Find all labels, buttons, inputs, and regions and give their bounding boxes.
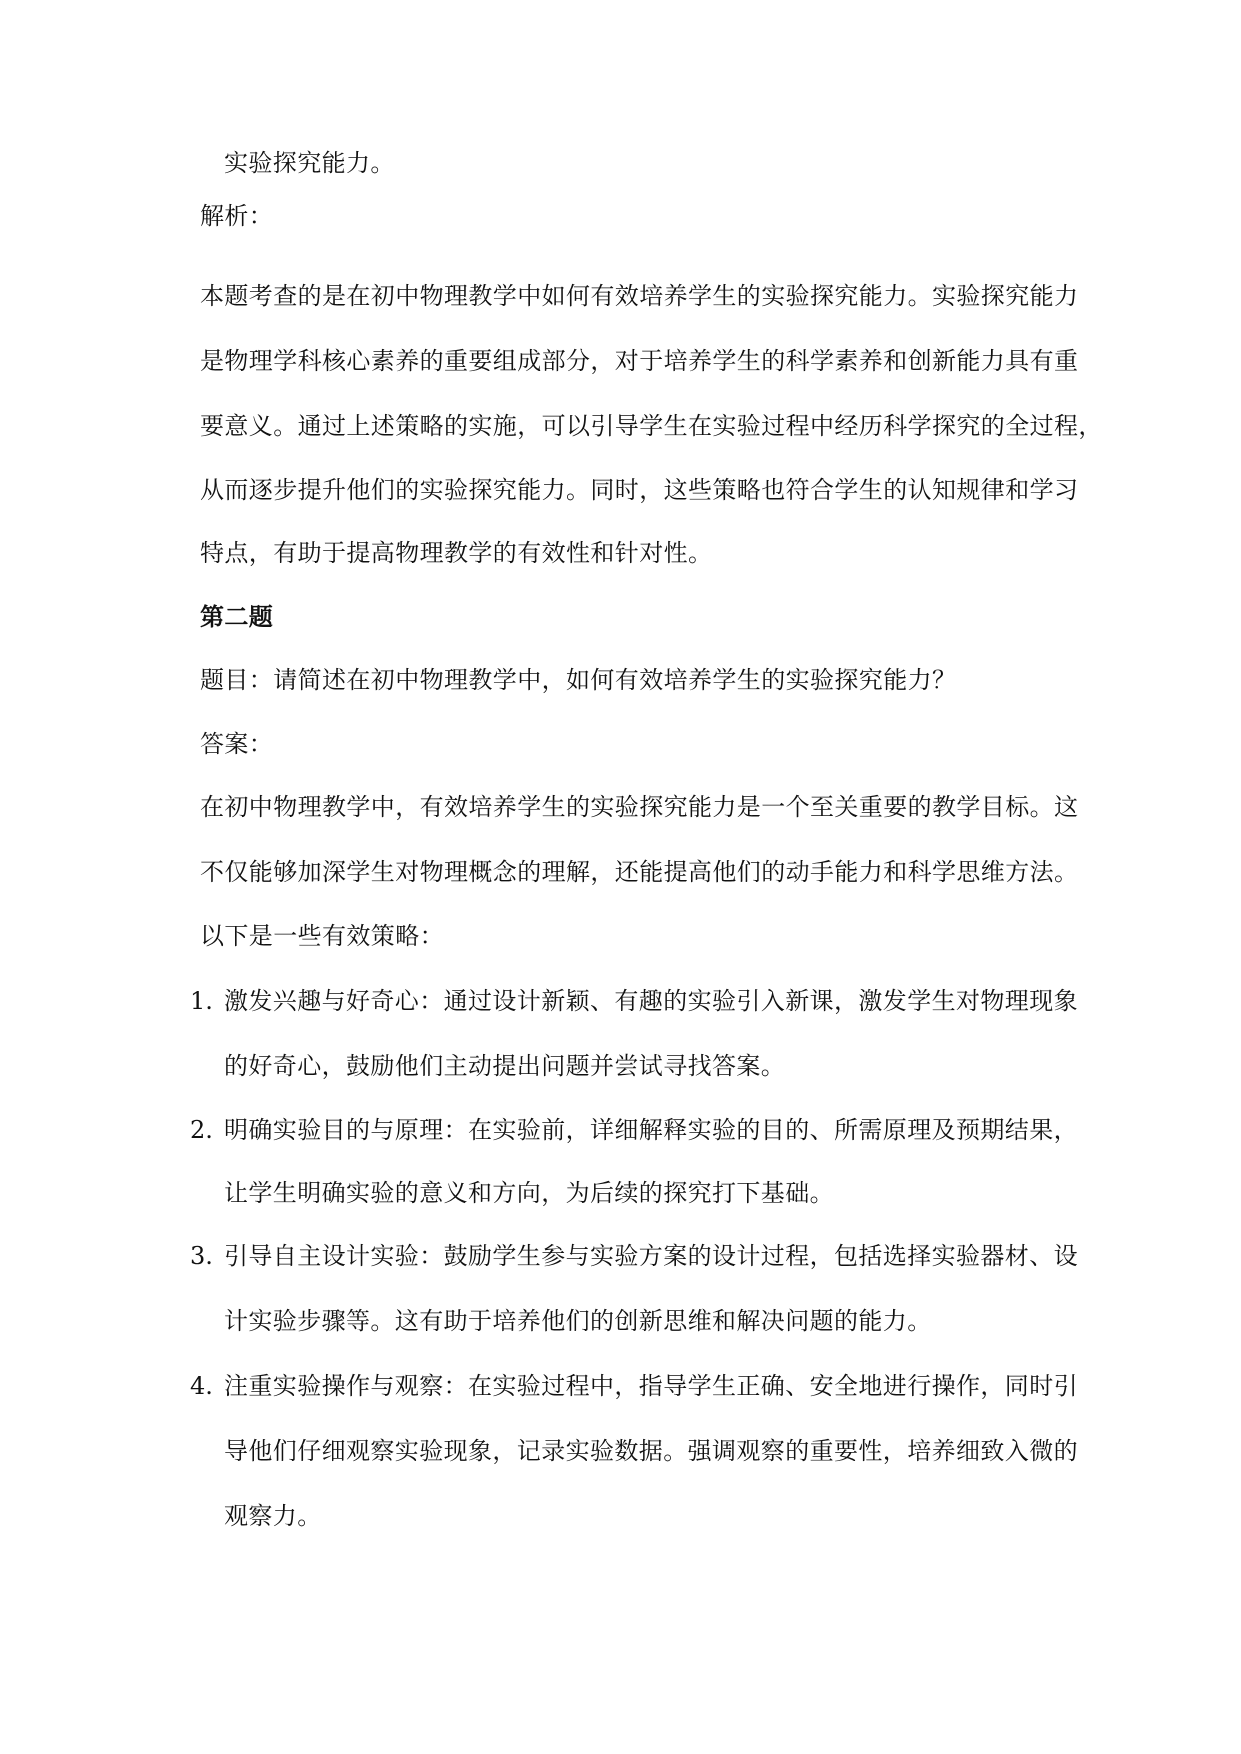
analysis-line: 特点，有助于提高物理教学的有效性和针对性。 xyxy=(200,539,713,567)
list-number: 2. xyxy=(190,1116,213,1144)
list-number: 4. xyxy=(190,1372,213,1400)
analysis-line: 要意义。通过上述策略的实施，可以引导学生在实验过程中经历科学探究的全过程， xyxy=(200,412,1103,440)
intro-line: 以下是一些有效策略： xyxy=(200,922,444,950)
intro-line: 不仅能够加深学生对物理概念的理解，还能提高他们的动手能力和科学思维方法。 xyxy=(200,858,1079,886)
list-item-line: 导他们仔细观察实验现象，记录实验数据。强调观察的重要性，培养细致入微的 xyxy=(224,1437,1078,1465)
list-item-line: 激发兴趣与好奇心：通过设计新颖、有趣的实验引入新课，激发学生对物理现象 xyxy=(224,987,1078,1015)
answer-label: 答案： xyxy=(200,730,274,758)
section-title: 第二题 xyxy=(200,602,274,631)
question-text: 题目：请简述在初中物理教学中，如何有效培养学生的实验探究能力？ xyxy=(200,666,957,694)
analysis-label: 解析： xyxy=(200,202,274,230)
list-item-line: 计实验步骤等。这有助于培养他们的创新思维和解决问题的能力。 xyxy=(224,1307,932,1335)
continuation-text: 实验探究能力。 xyxy=(224,149,395,177)
analysis-line: 是物理学科核心素养的重要组成部分，对于培养学生的科学素养和创新能力具有重 xyxy=(200,347,1079,375)
intro-line: 在初中物理教学中，有效培养学生的实验探究能力是一个至关重要的教学目标。这 xyxy=(200,793,1079,821)
list-item-line: 引导自主设计实验：鼓励学生参与实验方案的设计过程，包括选择实验器材、设 xyxy=(224,1242,1078,1270)
list-number: 1. xyxy=(190,987,213,1015)
analysis-line: 从而逐步提升他们的实验探究能力。同时，这些策略也符合学生的认知规律和学习 xyxy=(200,476,1079,504)
list-number: 3. xyxy=(190,1242,213,1270)
list-item-line: 的好奇心，鼓励他们主动提出问题并尝试寻找答案。 xyxy=(224,1052,786,1080)
list-item-line: 注重实验操作与观察：在实验过程中，指导学生正确、安全地进行操作，同时引 xyxy=(224,1372,1078,1400)
analysis-line: 本题考查的是在初中物理教学中如何有效培养学生的实验探究能力。实验探究能力 xyxy=(200,282,1079,310)
list-item-line: 观察力。 xyxy=(224,1502,322,1530)
list-item-line: 明确实验目的与原理：在实验前，详细解释实验的目的、所需原理及预期结果， xyxy=(224,1116,1078,1144)
list-item-line: 让学生明确实验的意义和方向，为后续的探究打下基础。 xyxy=(224,1179,834,1207)
